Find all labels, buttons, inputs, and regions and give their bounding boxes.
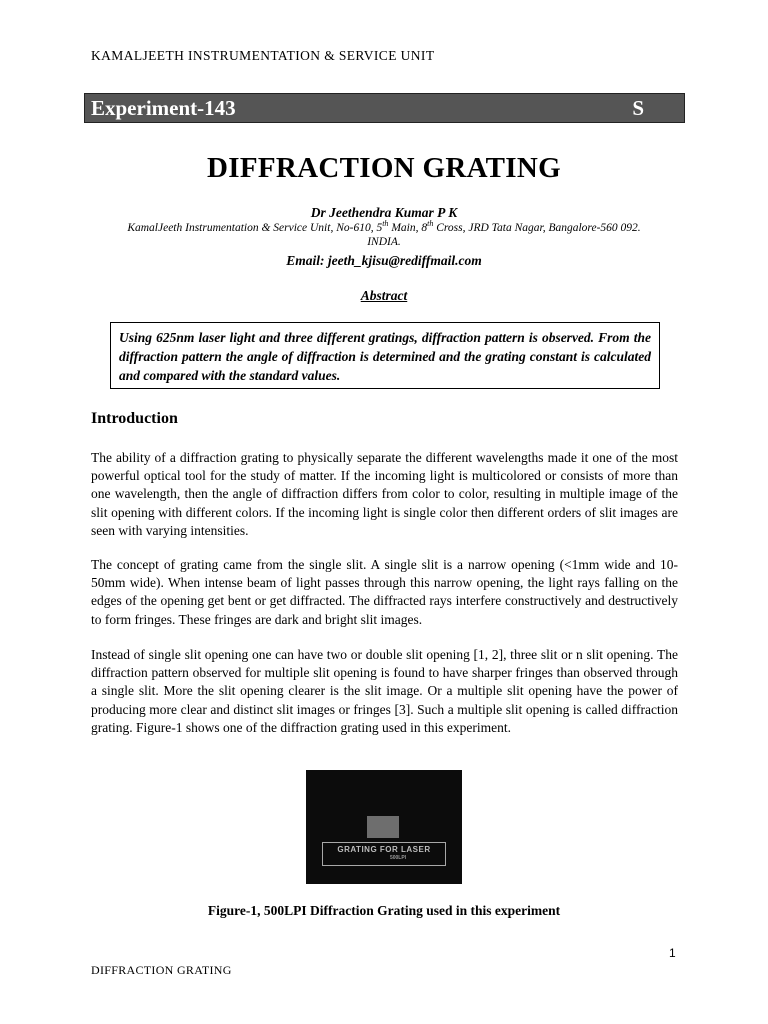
- affiliation-sup-1: th: [382, 219, 389, 229]
- introduction-paragraph-2: The concept of grating came from the single slit. A single slit is a narrow opening (<1mm wide and 10-50mm wide). When intense beam of light passes through this narrow opening, the light rays falling on the edges of the opening get bent or get diffracted. The diffracted rays interfere constructively and destructively to form fringes. These fringes are dark and bright slit images.: [91, 557, 678, 627]
- abstract-heading: Abstract: [360, 288, 408, 303]
- experiment-label: Experiment-143: [91, 96, 236, 120]
- affiliation-part-1: KamalJeeth Instrumentation & Service Unit, No-610, 5: [127, 222, 383, 234]
- grating-label-text: GRATING FOR LASER: [337, 845, 431, 854]
- running-footer: DIFFRACTION GRATING: [91, 963, 232, 977]
- paper-title: DIFFRACTION GRATING: [207, 152, 561, 184]
- page-number: 1: [669, 946, 676, 960]
- introduction-paragraph-3: Instead of single slit opening one can have two or double slit opening [1, 2], three slit or n slit opening. The diffraction pattern observed for multiple slit opening is found to have sharper fringes than observed through a single slit. More the slit opening clearer is the slit image. Or a multiple slit opening have the power of producing more clear and distinct slit images or fringes [3]. Such a multiple slit opening is called diffraction grating. Figure-1 shows one of the diffraction grating used in this experiment.: [91, 647, 678, 735]
- experiment-code: S: [632, 96, 644, 120]
- abstract-text: Using 625nm laser light and three different gratings, diffraction pattern is observed. From the diffraction pattern the angle of diffraction is determined and the grating constant is calculated and compared with the standard values.: [119, 330, 651, 383]
- introduction-paragraph-1: The ability of a diffraction grating to physically separate the different wavelengths made it one of the most powerful optical tool for the study of matter. If the incoming light is multicolored or consists of more than one wavelength, then the angle of diffraction differs from color to color, resulting in multiple image of the slit opening with different colors. If the incoming light is single color then different orders of slit images are seen with varying intensities.: [91, 450, 678, 538]
- author-affiliation: [96, 221, 672, 249]
- grating-photo: [306, 770, 462, 884]
- running-header: KAMALJEETH INSTRUMENTATION & SERVICE UNIT: [91, 48, 435, 63]
- experiment-bar: [84, 93, 685, 123]
- abstract-box: [110, 322, 660, 389]
- affiliation-part-2: Main, 8: [388, 222, 428, 234]
- affiliation-country: INDIA.: [367, 236, 401, 248]
- author-email: Email: jeeth_kjisu@rediffmail.com: [286, 253, 482, 268]
- author-name: Dr Jeethendra Kumar P K: [310, 205, 458, 220]
- introduction-heading: Introduction: [91, 410, 178, 427]
- affiliation-part-3: Cross, JRD Tata Nagar, Bangalore-560 092.: [433, 222, 641, 234]
- grating-label: [322, 842, 446, 866]
- grating-window: [367, 816, 399, 838]
- figure-caption: Figure-1, 500LPI Diffraction Grating used in this experiment: [207, 903, 561, 918]
- grating-label-subtext: 500LPI: [389, 855, 407, 861]
- affiliation-sup-2: th: [427, 219, 434, 229]
